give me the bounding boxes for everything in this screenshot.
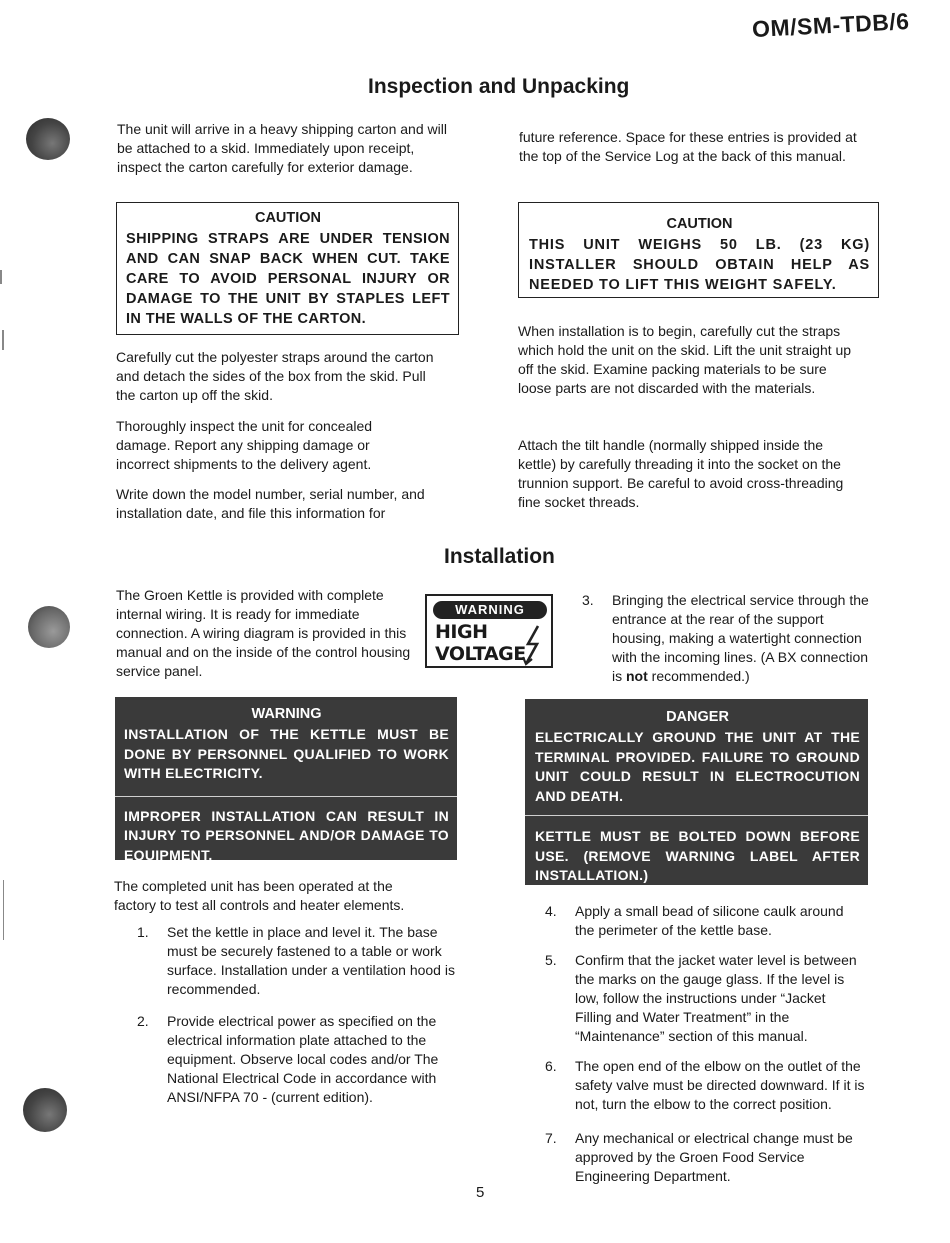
step-number: 2. bbox=[137, 1013, 149, 1029]
warning-box-bottom bbox=[115, 797, 457, 866]
list-item bbox=[545, 951, 865, 1046]
step-text: The open end of the elbow on the outlet of the safety valve must be directed downward. If it is not, turn the elbow to the correct position. bbox=[575, 1058, 865, 1112]
danger-title: DANGER bbox=[666, 709, 729, 725]
caution-box-straps bbox=[116, 202, 459, 335]
sign-line-voltage: VOLTAGE bbox=[435, 643, 526, 665]
step-text: Any mechanical or electrical change must be approved by the Groen Food Service Engineering Department. bbox=[575, 1130, 853, 1184]
step-number: 3. bbox=[582, 592, 594, 608]
danger-text-ground: ELECTRICALLY GROUND THE UNIT AT THE TERMINAL PROVIDED. FAILURE TO GROUND UNIT COULD RESULT IN ELECTROCUTION AND DEATH. bbox=[535, 729, 860, 804]
step-text-emphasis: not bbox=[626, 668, 648, 684]
danger-box-bottom bbox=[525, 816, 868, 886]
step-text: Set the kettle in place and level it. The base must be securely fastened to a table or work surface. Installation under a ventilation hood is recommended. bbox=[167, 924, 455, 997]
warning-text-improper: IMPROPER INSTALLATION CAN RESULT IN INJURY TO PERSONNEL AND/OR DAMAGE TO EQUIPMENT. bbox=[124, 807, 449, 863]
inspection-intro: The unit will arrive in a heavy shipping carton and will be attached to a skid. Immediately upon receipt, inspect the carton carefully for exterior damage. bbox=[117, 121, 447, 175]
installation-title: Installation bbox=[444, 545, 555, 568]
paragraph-cut-straps: Carefully cut the polyester straps around the carton and detach the sides of the box from the skid. Pull the carton up off the skid. bbox=[116, 349, 434, 403]
caution-title: CAUTION bbox=[666, 216, 733, 232]
list-item bbox=[545, 902, 865, 940]
step-text: Provide electrical power as specified on the electrical information plate attached to the equipment. Observe local codes and/or The National Electrical Code in accordance with ANSI/NFPA 70 - (current edition). bbox=[167, 1013, 439, 1105]
list-item bbox=[137, 923, 457, 999]
scan-mark bbox=[0, 270, 2, 284]
list-item bbox=[582, 591, 872, 686]
step-number: 7. bbox=[545, 1130, 557, 1146]
step-text-before: Bringing the electrical service through the entrance at the rear of the support housing, making a watertight connection with the incoming lines. (A BX connection is bbox=[612, 592, 869, 684]
step-number: 4. bbox=[545, 903, 557, 919]
punch-hole-icon bbox=[28, 606, 70, 648]
list-item bbox=[545, 1129, 865, 1186]
punch-hole-icon bbox=[23, 1088, 67, 1132]
sign-banner: WARNING bbox=[433, 601, 547, 619]
list-item bbox=[137, 1012, 457, 1107]
paragraph-completed-unit: The completed unit has been operated at the factory to test all controls and heater elements. bbox=[114, 878, 405, 913]
paragraph-write-down: Write down the model number, serial number, and installation date, and file this information for bbox=[116, 486, 425, 521]
step-number: 5. bbox=[545, 952, 557, 968]
step-text: Apply a small bead of silicone caulk around the perimeter of the kettle base. bbox=[575, 903, 844, 938]
warning-title: WARNING bbox=[251, 706, 322, 722]
danger-box-top bbox=[525, 699, 868, 806]
paragraph-future-reference: future reference. Space for these entries is provided at the top of the Service Log at the back of this manual. bbox=[519, 129, 857, 164]
warning-box-installation bbox=[115, 697, 457, 863]
caution-text: SHIPPING STRAPS ARE UNDER TENSION AND CAN SNAP BACK WHEN CUT. TAKE CARE TO AVOID PERSONAL INJURY OR DAMAGE TO THE UNIT BY STAPLES LEFT IN THE WALLS OF THE CARTON. bbox=[126, 231, 450, 327]
installation-intro: The Groen Kettle is provided with complete internal wiring. It is ready for immediate connection. A wiring diagram is provided in this manual and on the inside of the control housing service panel. bbox=[116, 587, 411, 679]
list-item bbox=[545, 1057, 865, 1114]
caution-title: CAUTION bbox=[254, 210, 322, 226]
scan-mark bbox=[3, 880, 4, 940]
page-number: 5 bbox=[476, 1184, 485, 1201]
step-text-after: recommended.) bbox=[647, 668, 750, 684]
paragraph-installation-begin: When installation is to begin, carefully cut the straps which hold the unit on the skid. Lift the unit straight up off the skid. Examine packing materials to be sure loose parts are not discarded with the materials. bbox=[518, 323, 852, 396]
punch-hole-icon bbox=[26, 118, 70, 160]
sign-line-high: HIGH bbox=[435, 621, 488, 643]
danger-box-ground bbox=[525, 699, 868, 885]
caution-box-weight bbox=[518, 202, 879, 298]
document-id: OM/SM-TDB/6 bbox=[751, 7, 911, 43]
danger-text-bolted: KETTLE MUST BE BOLTED DOWN BEFORE USE. (REMOVE WARNING LABEL AFTER INSTALLATION.) bbox=[535, 828, 860, 883]
lightning-bolt-icon bbox=[521, 624, 545, 666]
steps-left bbox=[137, 923, 457, 1107]
paragraph-inspect: Thoroughly inspect the unit for concealed damage. Report any shipping damage or incorrect shipments to the delivery agent. bbox=[116, 418, 373, 472]
paragraph-tilt-handle: Attach the tilt handle (normally shipped inside the kettle) by carefully threading it into the socket on the trunnion support. Be careful to avoid cross-threading fine socket threads. bbox=[518, 437, 844, 510]
scan-mark bbox=[2, 330, 4, 350]
step-number: 1. bbox=[137, 924, 149, 940]
inspection-title: Inspection and Unpacking bbox=[368, 75, 630, 98]
high-voltage-sign bbox=[425, 594, 553, 668]
step-number: 6. bbox=[545, 1058, 557, 1074]
warning-text-qualified: INSTALLATION OF THE KETTLE MUST BE DONE BY PERSONNEL QUALIFIED TO WORK WITH ELECTRICITY. bbox=[124, 726, 449, 781]
step-text: Confirm that the jacket water level is between the marks on the gauge glass. If the level is low, follow the instructions under “Jacket Filling and Water Treatment” in the “Maintenance” section of this manual. bbox=[575, 952, 857, 1044]
caution-text: THIS UNIT WEIGHS 50 LB. (23 KG) INSTALLER SHOULD OBTAIN HELP AS NEEDED TO LIFT THIS WEIGHT SAFELY. bbox=[529, 237, 870, 293]
warning-box-top bbox=[115, 697, 457, 784]
step-3 bbox=[582, 591, 872, 686]
steps-right bbox=[545, 902, 865, 1186]
